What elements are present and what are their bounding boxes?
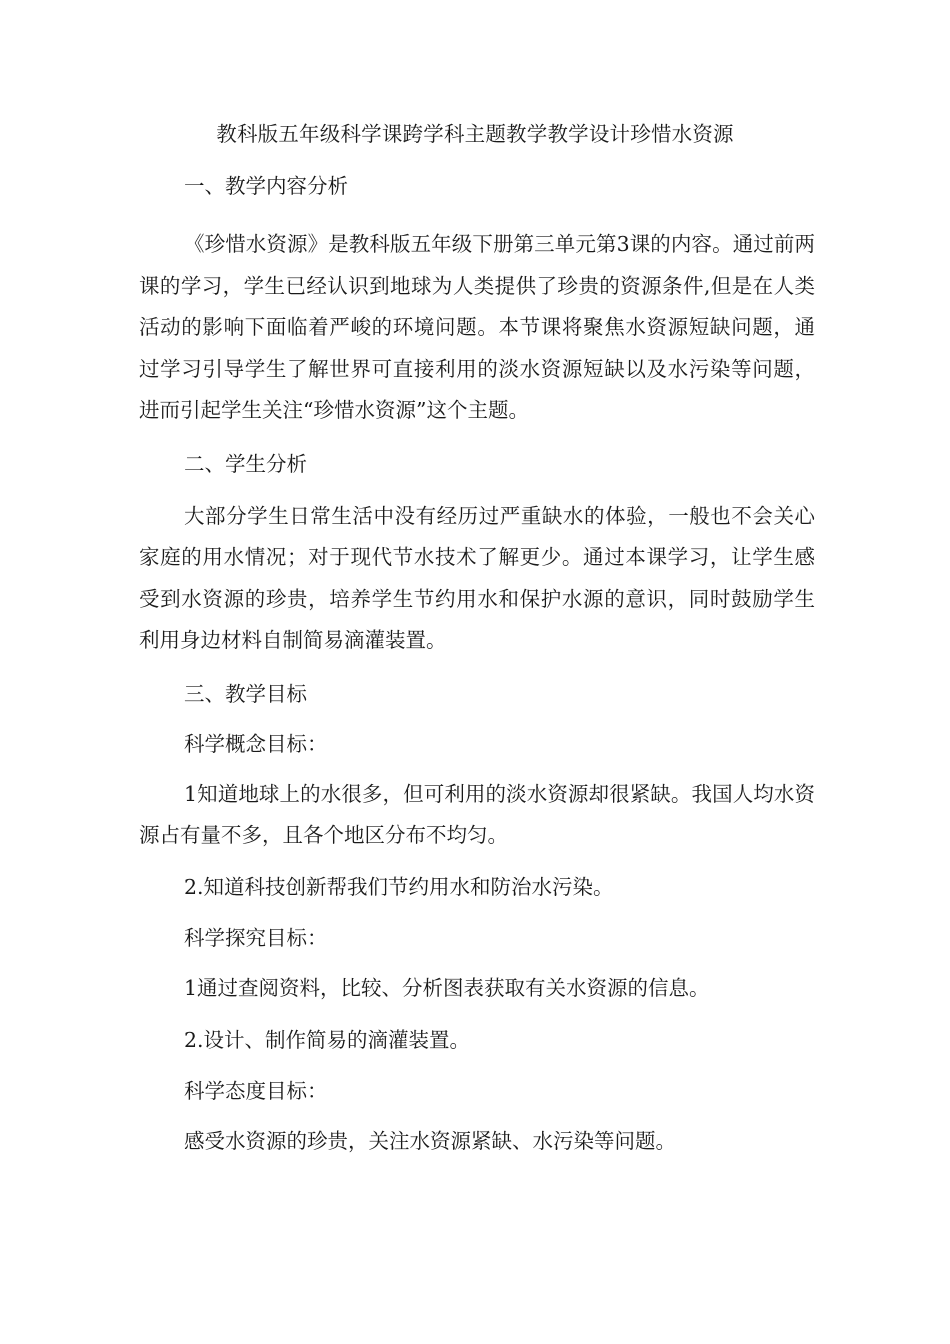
paragraph-content-analysis: 《珍惜水资源》是教科版五年级下册第三单元第3课的内容。通过前两课的学习，学生已经认识到地球为人类提供了珍贵的资源条件,但是在人类活动的影响下面临着严峻的环境问题。本节课将聚焦水资源短缺问题，通过学习引导学生了解世界可直接利用的淡水资源短缺以及水污染等问题，进而引起学生关注“珍惜水资源”这个主题。: [139, 232, 815, 422]
paragraph-student-analysis: 大部分学生日常生活中没有经历过严重缺水的体验，一般也不会关心家庭的用水情况；对于现代节水技术了解更少。通过本课学习，让学生感受到水资源的珍贵，培养学生节约用水和保护水源的意识，同时鼓励学生利用身边材料自制简易滴灌装置。: [139, 503, 815, 652]
goal-item-concept-2: 2.知道科技创新帮我们节约用水和防治水污染。: [184, 874, 614, 899]
goal-item-inquiry-1: 1通过查阅资料，比较、分析图表获取有关水资源的信息。: [184, 976, 710, 1000]
subheading-concept-goals: 科学概念目标：: [184, 731, 328, 756]
goal-item-inquiry-2: 2.设计、制作简易的滴灌装置。: [184, 1027, 471, 1052]
goal-item-concept-1: 1知道地球上的水很多，但可利用的淡水资源却很紧缺。我国人均水资源占有量不多，且各个地区分布不均匀。: [139, 781, 815, 847]
section-heading-teaching-goals: 三、教学目标: [184, 681, 307, 706]
subheading-inquiry-goals: 科学探究目标：: [184, 926, 328, 950]
document-body: [139, 166, 815, 1163]
document-title: 教科版五年级科学课跨学科主题教学教学设计珍惜水资源: [216, 122, 734, 146]
goal-item-attitude-1: 感受水资源的珍贵，关注水资源紧缺、水污染等问题。: [184, 1129, 676, 1153]
section-heading-content-analysis: 一、教学内容分析: [184, 174, 348, 198]
section-heading-student-analysis: 二、学生分析: [184, 451, 307, 476]
subheading-attitude-goals: 科学态度目标：: [184, 1079, 328, 1103]
